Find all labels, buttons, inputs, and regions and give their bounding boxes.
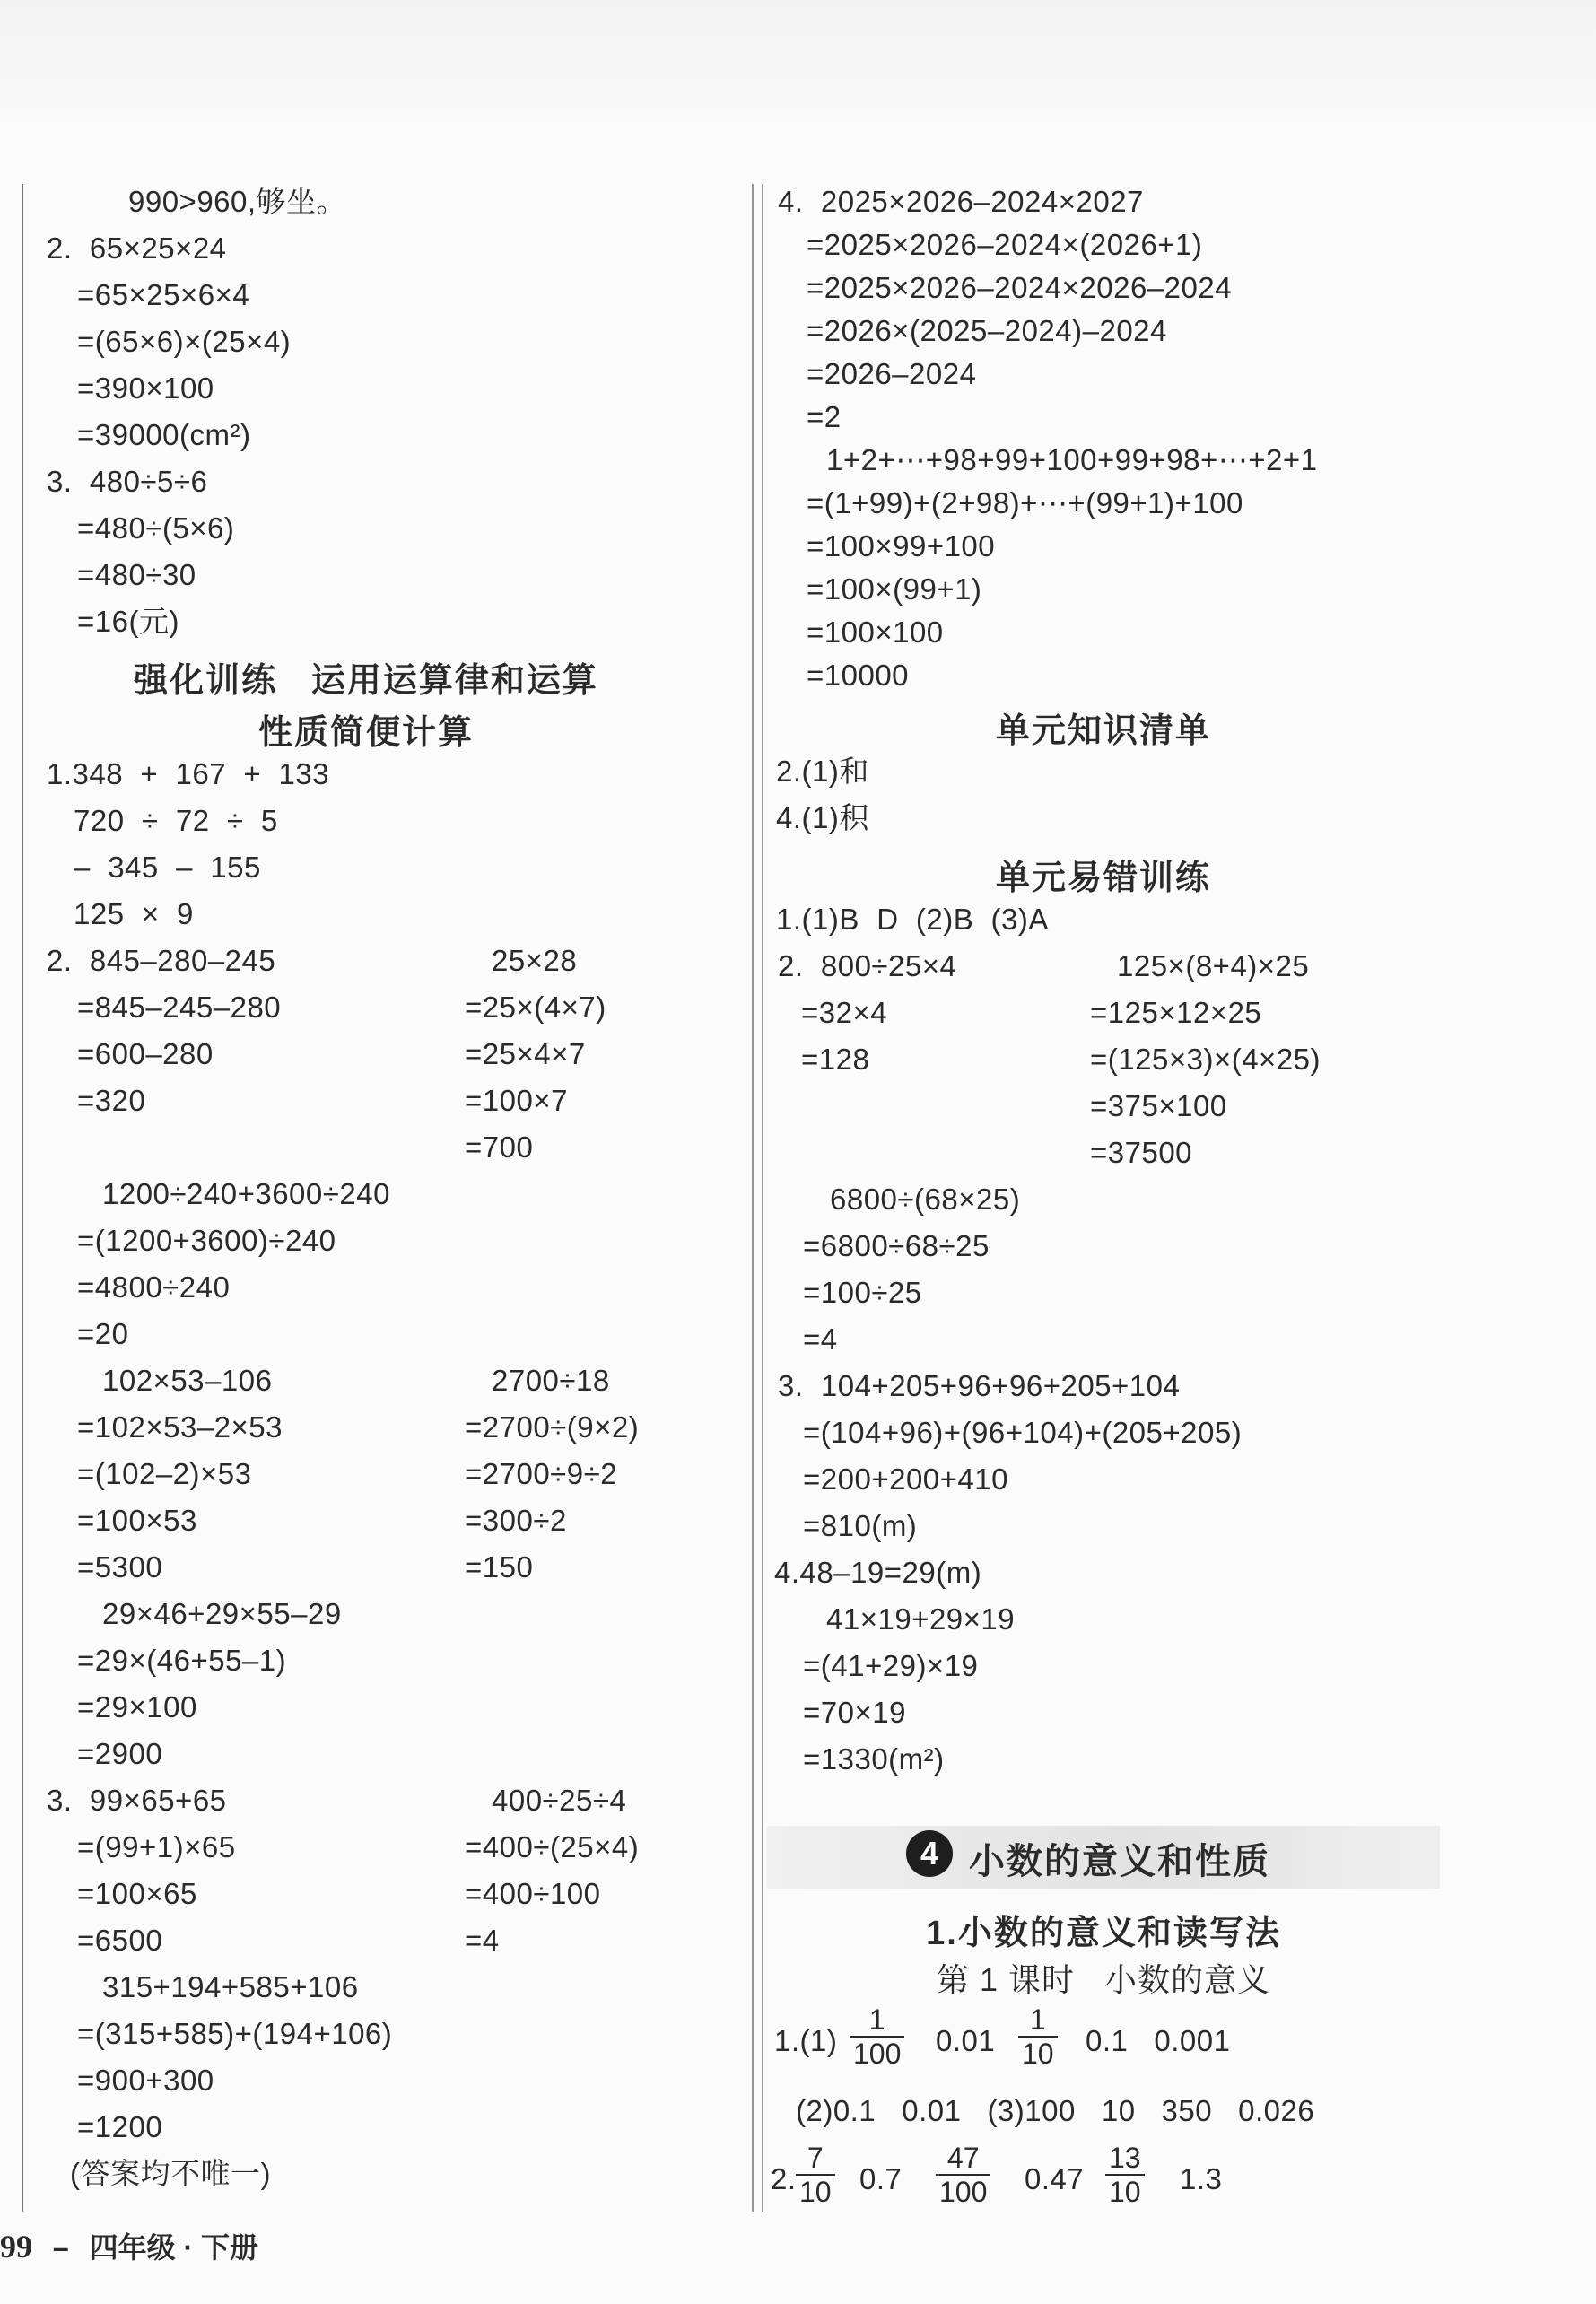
answer-line: 125×(8+4)×25: [1117, 949, 1310, 982]
answer-line: 2. 845–280–245: [47, 944, 276, 977]
fraction: [850, 2003, 904, 2070]
footer-dash: –: [52, 2231, 69, 2264]
fraction-numerator: 13: [1109, 2142, 1141, 2174]
answer-line: 1.(1): [774, 2024, 838, 2057]
answer-line: =200+200+410: [803, 1462, 1008, 1496]
answer-line: =4: [803, 1322, 838, 1356]
answer-line: =1200: [77, 2110, 163, 2143]
answer-line: =32×4: [801, 996, 888, 1029]
answer-value: 0.7: [859, 2162, 903, 2195]
page-number: 99: [0, 2229, 32, 2265]
grade-label: 四年级 · 下册: [89, 2231, 259, 2264]
answer-line: =(102–2)×53: [77, 1457, 252, 1490]
answer-line: =700: [465, 1130, 534, 1164]
fraction-denominator: 10: [1105, 2174, 1145, 2208]
answer-line: =4: [465, 1924, 500, 1957]
answer-line: =4800÷240: [77, 1270, 231, 1304]
answer-line: =(315+585)+(194+106): [77, 2017, 393, 2050]
answer-line: =10000: [807, 659, 910, 692]
answer-line: =25×4×7: [465, 1037, 586, 1070]
answer-line: =100÷25: [803, 1276, 922, 1309]
right-column: [767, 175, 1485, 2221]
fraction: [796, 2142, 835, 2208]
fraction-denominator: 10: [796, 2174, 835, 2208]
answer-line: 1200÷240+3600÷240: [102, 1177, 390, 1210]
section-title: 1.小数的意义和读写法: [926, 1915, 1281, 1952]
page-footer: [0, 2225, 258, 2266]
answer-line: =25×(4×7): [465, 991, 606, 1024]
answer-line: =2700÷9÷2: [465, 1457, 618, 1490]
answer-line: =2900: [77, 1737, 163, 1770]
answer-line: =29×100: [77, 1690, 197, 1724]
column-divider: [752, 184, 754, 2212]
section-heading: 单元知识清单: [995, 712, 1211, 750]
answer-line: 2700÷18: [492, 1364, 610, 1397]
answer-line: 102×53–106: [102, 1364, 273, 1397]
answer-line: 29×46+29×55–29: [102, 1597, 342, 1630]
answer-line: 4.(1)积: [776, 801, 869, 834]
answer-line: =(41+29)×19: [803, 1649, 979, 1682]
answer-line: =320: [77, 1084, 146, 1117]
answer-line: 125 × 9: [74, 897, 194, 930]
page-header-area: [0, 0, 1596, 153]
answer-value: 0.1 0.001: [1086, 2024, 1231, 2057]
fraction: [1105, 2142, 1145, 2208]
left-margin-rule: [22, 184, 23, 2212]
answer-line: 2.: [771, 2162, 797, 2195]
answer-value: 0.47: [1025, 2162, 1085, 2195]
answer-line: =(104+96)+(96+104)+(205+205): [803, 1416, 1243, 1449]
answer-line: =845–245–280: [77, 991, 282, 1024]
answer-line: =100×65: [77, 1877, 197, 1910]
answer-line: 720 ÷ 72 ÷ 5: [74, 804, 278, 837]
answer-line: =100×100: [807, 615, 944, 649]
answer-line: 3. 480÷5÷6: [47, 465, 208, 498]
fraction-numerator: 1: [1029, 2003, 1046, 2036]
section-heading: 强化训练 运用运算律和运算: [134, 662, 598, 700]
answer-line: =(65×6)×(25×4): [77, 325, 292, 358]
fraction-denominator: 100: [936, 2174, 990, 2208]
fraction-numerator: 7: [807, 2142, 824, 2174]
answer-line: 41×19+29×19: [826, 1602, 1016, 1636]
answer-line: =100×99+100: [807, 529, 996, 563]
answer-line: =5300: [77, 1550, 163, 1584]
answer-line: 3. 104+205+96+96+205+104: [778, 1369, 1181, 1402]
answer-line: =2: [807, 400, 842, 433]
answer-line: 25×28: [492, 944, 578, 977]
answer-line: =600–280: [77, 1037, 214, 1070]
answer-line: =480÷30: [77, 558, 196, 591]
answer-line: =900+300: [77, 2064, 214, 2097]
answer-line: =100×7: [465, 1084, 568, 1117]
answer-line: =125×12×25: [1090, 996, 1262, 1029]
answer-line: =(125×3)×(4×25): [1090, 1043, 1321, 1076]
answer-line: =2026×(2025–2024)–2024: [807, 314, 1167, 347]
answer-line: 3. 99×65+65: [47, 1784, 227, 1817]
answer-line: =300÷2: [465, 1504, 567, 1537]
answer-line: =1330(m²): [803, 1742, 945, 1776]
answer-line: =100×53: [77, 1504, 197, 1537]
answer-line: =(1+99)+(2+98)+⋯+(99+1)+100: [807, 486, 1243, 519]
lesson-title: 第 1 课时 小数的意义: [936, 1961, 1271, 1998]
answer-line: =29×(46+55–1): [77, 1644, 287, 1677]
column-divider-2: [762, 184, 763, 2212]
note: (答案均不唯一): [70, 2157, 271, 2190]
section-heading-2: 性质简便计算: [257, 714, 474, 752]
answer-line: 315+194+585+106: [102, 1970, 359, 2003]
answer-line: =150: [465, 1550, 534, 1584]
answer-line: 2. 65×25×24: [47, 231, 227, 265]
answer-line: =6500: [77, 1924, 163, 1957]
answer-line: =810(m): [803, 1509, 918, 1542]
answer-line: =400÷(25×4): [465, 1830, 640, 1863]
answer-line: =128: [801, 1043, 870, 1076]
answer-value: 1.3: [1180, 2162, 1223, 2195]
answer-line: – 345 – 155: [74, 851, 261, 884]
answer-line: =6800÷68÷25: [803, 1229, 990, 1262]
answer-line: =20: [77, 1317, 129, 1350]
answer-line: =2025×2026–2024×(2026+1): [807, 228, 1203, 261]
answer-line: 2.(1)和: [776, 755, 869, 788]
answer-line: 6800÷(68×25): [830, 1183, 1021, 1216]
section-heading: 单元易错训练: [995, 860, 1211, 897]
answer-line: 400÷25÷4: [492, 1784, 627, 1817]
answer-line: =390×100: [77, 371, 214, 405]
answer-line: =16(元): [77, 605, 179, 638]
fraction-numerator: 47: [946, 2142, 980, 2174]
answer-line: (2)0.1 0.01 (3)100 10 350 0.026: [796, 2094, 1315, 2127]
chapter-title: 小数的意义和性质: [969, 1842, 1270, 1881]
fraction-numerator: 1: [868, 2003, 885, 2036]
answer-line: =100×(99+1): [807, 572, 982, 606]
answer-line: 4.48–19=29(m): [774, 1556, 982, 1589]
answer-line: =2026–2024: [807, 357, 977, 390]
answer-line: 1.348 + 167 + 133: [47, 757, 330, 790]
answer-line: =2700÷(9×2): [465, 1410, 640, 1444]
answer-line: =65×25×6×4: [77, 278, 250, 311]
answer-line: 1.(1)B D (2)B (3)A: [776, 903, 1049, 936]
answer-line: =375×100: [1090, 1089, 1227, 1122]
answer-line: =2025×2026–2024×2026–2024: [807, 271, 1233, 304]
fraction: [936, 2142, 990, 2208]
answer-line: =400÷100: [465, 1877, 601, 1910]
answer-line: =(1200+3600)÷240: [77, 1224, 336, 1257]
answer-line: 2. 800÷25×4: [778, 949, 957, 982]
fraction-denominator: 10: [1018, 2036, 1058, 2070]
answer-line: =39000(cm²): [77, 418, 251, 451]
answer-line: 4. 2025×2026–2024×2027: [778, 185, 1144, 218]
answer-line: =480÷(5×6): [77, 511, 235, 545]
answer-line: 990>960,够坐。: [128, 185, 347, 218]
answer-value: 0.01: [936, 2024, 996, 2057]
answer-line: =70×19: [803, 1696, 906, 1729]
answer-line: 1+2+⋯+98+99+100+99+98+⋯+2+1: [826, 443, 1318, 476]
fraction-denominator: 100: [850, 2036, 904, 2070]
fraction: [1018, 2003, 1058, 2070]
answer-line: =37500: [1090, 1136, 1193, 1169]
chapter-number-badge: 4: [906, 1830, 953, 1877]
answer-line: =(99+1)×65: [77, 1830, 236, 1863]
answer-line: =102×53–2×53: [77, 1410, 283, 1444]
left-column: [34, 175, 734, 2221]
